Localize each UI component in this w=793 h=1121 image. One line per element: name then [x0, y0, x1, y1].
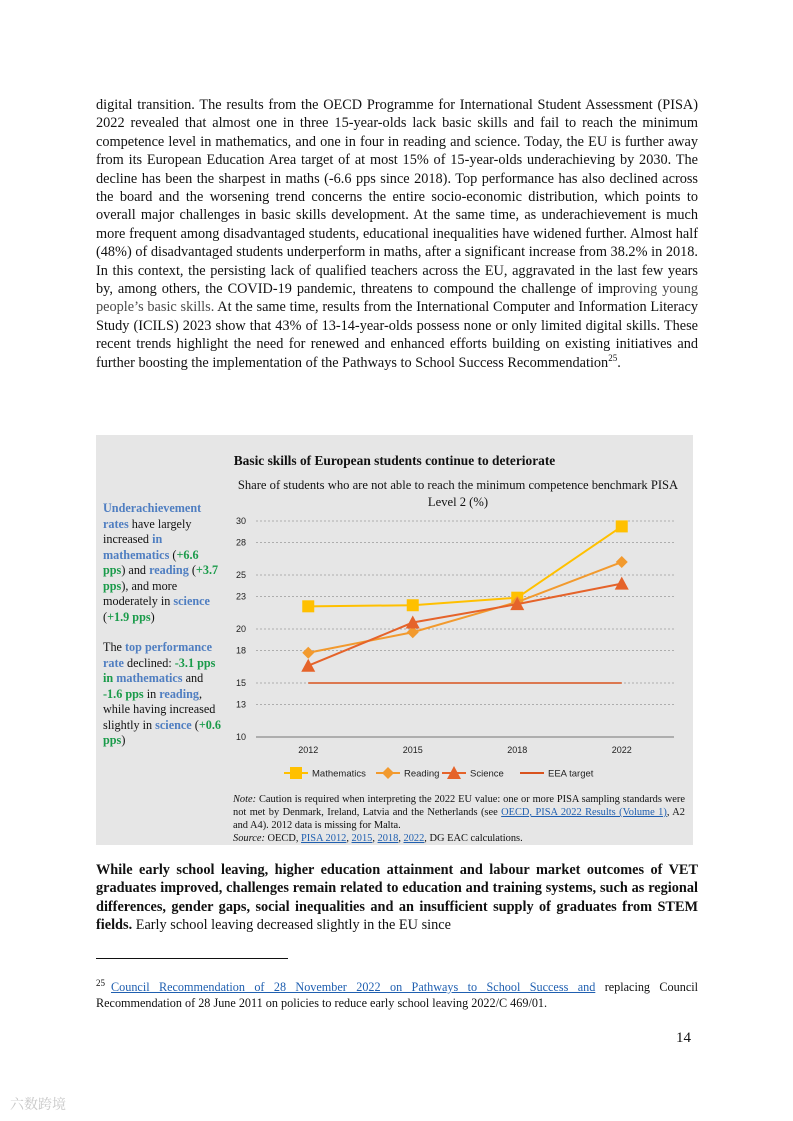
- footnote-ref[interactable]: 25: [608, 352, 618, 363]
- legend-label: Reading: [404, 768, 440, 780]
- source-link-2022[interactable]: 2022: [403, 833, 425, 844]
- mathematics-point: [407, 599, 419, 611]
- mathematics-point: [302, 600, 314, 612]
- footnote: $^{25}$ Council Recommendation of 28 November 2022 on Pathways to School Success and replacing Council Recommendation of 28 June 2011 on policies to reduce early school leaving 2022/C 469/01.: [96, 978, 699, 1010]
- y-tick-label: 28: [235, 537, 246, 548]
- science-point: [615, 577, 629, 590]
- mathematics-line: [308, 526, 622, 606]
- page-number: 14: [676, 1030, 691, 1046]
- body-paragraph-1: digital transition. The results from the OECD Programme for International Student Assessment (PISA) 2022 revealed that almost one in three 15-year-olds lack basic skills and fail to reach the minimum competence level in mathematics, and one in four in reading and science. Today, the EU is further away from its European Education Area target of at most 15% of 15-year-olds underachieving by 2030. The decline has been the sharpest in maths (-6.6 pps since 2018). Top performance has also declined across the board and the worsening trend concerns the entire socio-economic distribution, which points to overall major challenges in basic skills development. At the same time, as underachievement is much more frequent among disadvantaged students, educational inequalities have widened further. Almost half (48%) of disadvantaged students underperform in maths, after a significant increase from 38.2% in 2018. In this context, the persisting lack of qualified teachers across the EU, aggravated in the last few years by, among others, the COVID-19 pandemic, threatens to compound the challenge of improving young people’s basic skills. At the same time, results from the International Computer and Information Literacy Study (ICILS) 2023 show that 43% of 13-14-year-olds possess none or only limited digital skills. These recent trends highlight the need for renewed and enhanced efforts building on existing initiatives and further boosting the implementation of the Pathways to School Success Recommendation$^{25}$.: [96, 97, 698, 371]
- y-tick-label: 10: [235, 732, 246, 742]
- legend-label: EEA target: [548, 768, 594, 780]
- figure-title: Basic skills of European students continue to deteriorate: [233, 453, 556, 468]
- body-paragraph-2: While early school leaving, higher education attainment and labour market outcomes of VET graduates improved, challenges remain related to education and training systems, such as regional differences, gender gaps, social inequalities and an insufficient supply of graduates from STEM fields. Early school leaving decreased slightly in the EU since: [96, 862, 698, 934]
- science-point: [301, 659, 315, 672]
- y-tick-label: 25: [235, 570, 246, 580]
- side-note-underachievement: Underachievement rates have largely increased in mathematics (+6.6 pps) and reading (+3.7 pps), and more moderately in science (+1.9 pps): [103, 501, 219, 624]
- x-tick-label: 2018: [507, 745, 528, 755]
- source-link-pisa-2012[interactable]: PISA 2012: [301, 833, 347, 844]
- watermark: 六数跨境: [10, 1097, 66, 1113]
- x-tick-label: 2022: [611, 745, 632, 755]
- legend-label: Science: [470, 768, 504, 780]
- science-line: [308, 584, 622, 666]
- reading-point: [302, 647, 314, 659]
- reading-line: [308, 562, 622, 653]
- legend-marker-reading: [382, 767, 394, 779]
- y-tick-label: 18: [235, 645, 246, 656]
- figure-box: [96, 435, 693, 845]
- y-tick-label: 30: [235, 516, 246, 526]
- legend-label: Mathematics: [312, 768, 366, 780]
- x-tick-label: 2012: [298, 745, 319, 755]
- figure-subtitle: Share of students who are not able to reach the minimum competence benchmark PISA Level 2 (%): [237, 478, 679, 509]
- x-tick-label: 2015: [402, 745, 423, 755]
- line-chart: [216, 511, 686, 791]
- side-note-top-performance: The top performance rate declined: -3.1 pps in mathematics and -1.6 pps in reading, while having increased slightly in science (+0.6 pps): [103, 640, 221, 747]
- reading-point: [616, 556, 628, 568]
- source-link-2015[interactable]: 2015: [351, 833, 373, 844]
- figure-note: Note: Caution is required when interpreting the 2022 EU value: one or more PISA sampling standards were not met by Denmark, Ireland, Latvia and the Netherlands (see OECD, PISA 2022 Results (Volume 1), A2 and A4). 2012 data is missing for Malta. Source: OECD, PISA 2012, 2015, 2018, 2022, DG EAC calculations.: [233, 794, 685, 844]
- council-recommendation-link[interactable]: Council Recommendation of 28 November 2022 on Pathways to School Success and: [111, 980, 596, 995]
- mathematics-point: [616, 520, 628, 532]
- y-tick-label: 23: [235, 591, 246, 602]
- footnote-divider: [96, 958, 288, 959]
- y-tick-label: 15: [235, 678, 246, 688]
- oecd-pisa-2022-link[interactable]: OECD, PISA 2022 Results (Volume 1): [501, 807, 667, 818]
- legend-marker-mathematics: [290, 767, 302, 779]
- side-notes: [103, 501, 221, 764]
- source-link-2018[interactable]: 2018: [377, 833, 399, 844]
- y-tick-label: 13: [235, 699, 246, 710]
- y-tick-label: 20: [235, 624, 246, 634]
